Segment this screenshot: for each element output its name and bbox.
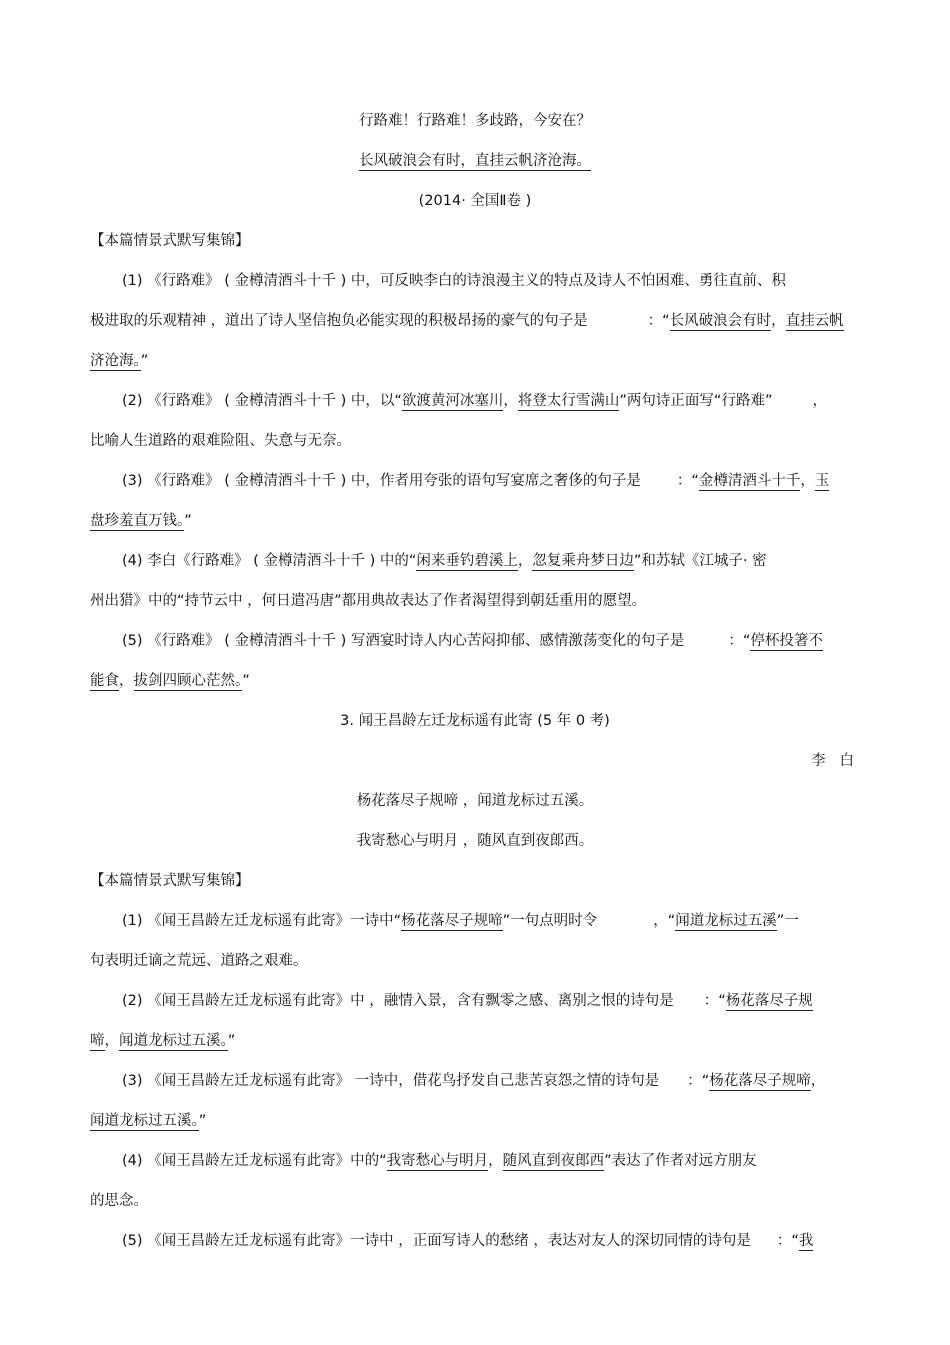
s1-q5-line1 — [122, 631, 823, 651]
poem1-source: (2014· 全国Ⅱ卷 ) — [418, 193, 532, 209]
poem1-line1: 行路难！行路难！多歧路，今安在？ — [359, 113, 591, 129]
s1-q2-comma: ， — [503, 393, 518, 409]
s2-q1-text2: ”一句点明时令 — [502, 913, 598, 929]
s1-q5-quote-close: ” — [242, 673, 250, 689]
s1-q3-answer1: 金樽清酒斗十千 — [698, 473, 801, 489]
s2-q5-quote-open: ：“ — [776, 1233, 799, 1249]
s2-q3-quote-close: ” — [198, 1113, 207, 1129]
s2-q1-answer2: 闻道龙标过五溪 — [675, 913, 777, 929]
s2-q1-line2: 句表明迁谪之荒远、道路之艰难。 — [90, 953, 308, 969]
s1-q2-line2: 比喻人生道路的艰难险阻、失意与无奈。 — [90, 433, 351, 449]
s1-q4-text: (4) 李白《行路难》 ( 金樽清酒斗十千 ) 中的“ — [122, 553, 417, 569]
s1-q5-line2 — [90, 671, 250, 691]
s1-q1-answer2b: 济沧海。 — [90, 353, 141, 369]
s2-q2-quote-close: ” — [227, 1033, 236, 1049]
s1-q1-answer2a: 直挂云帆 — [785, 313, 844, 329]
s2-q3-answer1: 杨花落尽子规啼 — [709, 1073, 811, 1089]
s1-q2-line1 — [122, 391, 827, 411]
s1-q3-comma: ， — [800, 473, 815, 489]
s1-q5-text: (5) 《行路难》 ( 金樽清酒斗十千 ) 写酒宴时诗人内心苦闷抑郁、感情激荡变化的句子是 — [122, 633, 685, 649]
s1-q1-line3 — [90, 351, 148, 371]
poem2-line1: 杨花落尽子规啼 ，闻道龙标过五溪。 — [356, 793, 594, 809]
s2-q3-line1 — [122, 1071, 825, 1091]
s1-q1-comma: ， — [771, 313, 786, 329]
s2-q2-answer1b: 啼 — [90, 1033, 105, 1049]
poem2-author: 李白 — [811, 753, 868, 769]
s2-q2-line1 — [122, 991, 813, 1011]
section1-heading: 【本篇情景式默写集锦】 — [90, 233, 250, 249]
s1-q2-answer2: 将登太行雪满山 — [517, 393, 620, 409]
s1-q5-answer2: 拔剑四顾心茫然。 — [133, 673, 243, 689]
s1-q2-comma2: ， — [812, 393, 827, 409]
s1-q1-quote-open: ：“ — [647, 313, 670, 329]
s2-q1-line1 — [122, 911, 799, 931]
s2-q2-quote-open: ：“ — [703, 993, 726, 1009]
s2-q4-text2: ”表达了作者对远方朋友 — [604, 1153, 757, 1169]
s2-q2-text: (2) 《闻王昌龄左迁龙标遥有此寄》中 ，融情入景，含有飘零之感、离别之恨的诗句是 — [122, 993, 674, 1009]
s2-q3-comma: ， — [810, 1073, 826, 1089]
s1-q2-text: (2) 《行路难》 ( 金樽清酒斗十千 ) 中，以“ — [122, 393, 402, 409]
s1-q3-answer2a: 玉 — [814, 473, 830, 489]
s2-q1-text: (1) 《闻王昌龄左迁龙标遥有此寄》一诗中“ — [122, 913, 402, 929]
s1-q4-text2: ”和苏轼《江城子· 密 — [633, 553, 767, 569]
section2-heading: 【本篇情景式默写集锦】 — [90, 873, 250, 889]
s1-q2-answer1: 欲渡黄河冰塞川 — [401, 393, 504, 409]
s2-q2-line2 — [90, 1031, 235, 1051]
s2-q4-comma: ， — [488, 1153, 503, 1169]
s1-q4-line2: 州出猎》中的“持节云中 ，何日遣冯唐”都用典故表达了作者渴望得到朝廷重用的愿望。 — [90, 593, 647, 609]
s2-q2-answer1a: 杨花落尽子规 — [725, 993, 813, 1009]
s2-q3-quote-open: ：“ — [687, 1073, 710, 1089]
s1-q1-answer1: 长风破浪会有时 — [669, 313, 772, 329]
s1-q2-text2: ”两句诗正面写“行路难” — [619, 393, 773, 409]
s1-q5-quote-open: ：“ — [728, 633, 751, 649]
poem2-line2: 我寄愁心与明月 ，随风直到夜郎西。 — [356, 833, 594, 849]
s1-q3-answer2b: 盘珍羞直万钱。 — [90, 513, 185, 529]
s2-q1-quote-open: ，“ — [653, 913, 676, 929]
s1-q3-quote-close: ” — [184, 513, 192, 529]
s2-q4-line1 — [122, 1151, 757, 1171]
s2-q4-line2: 的思念。 — [90, 1193, 148, 1209]
s1-q1-line2 — [90, 311, 844, 331]
s2-q2-comma: ， — [104, 1033, 119, 1049]
poem2-title: 3. 闻王昌龄左迁龙标遥有此寄 (5 年 0 考) — [340, 713, 610, 729]
s2-q3-answer2: 闻道龙标过五溪。 — [90, 1113, 199, 1129]
s1-q4-comma: ， — [517, 553, 533, 569]
s2-q2-answer2: 闻道龙标过五溪。 — [119, 1033, 228, 1049]
s1-q5-answer1b: 能食 — [90, 673, 119, 689]
s2-q4-answer2: 随风直到夜郎西 — [502, 1153, 605, 1169]
s2-q3-line2 — [90, 1111, 206, 1131]
s1-q4-answer2: 忽复乘舟梦日边 — [532, 553, 634, 569]
s2-q4-text: (4) 《闻王昌龄左迁龙标遥有此寄》中的“ — [122, 1153, 387, 1169]
s2-q1-answer1: 杨花落尽子规啼 — [401, 913, 503, 929]
s1-q5-answer1a: 停杯投箸不 — [750, 633, 823, 649]
s2-q4-answer1: 我寄愁心与明月 — [386, 1153, 489, 1169]
poem1-line2-text: 长风破浪会有时，直挂云帆济沧海。 — [359, 153, 591, 169]
s1-q1-quote-close: ” — [140, 353, 149, 369]
s1-q1-line1: (1) 《行路难》 ( 金樽清酒斗十千 ) 中，可反映李白的诗浪漫主义的特点及诗人不怕困难、勇往直前、积 — [122, 273, 786, 289]
s1-q5-comma: ， — [119, 673, 134, 689]
s2-q1-text3: ”一 — [776, 913, 799, 929]
s1-q4-answer1: 闲来垂钓碧溪上 — [416, 553, 518, 569]
s2-q3-text: (3) 《闻王昌龄左迁龙标遥有此寄》 一诗中，借花鸟抒发自己悲苦哀怨之情的诗句是 — [122, 1073, 660, 1089]
s1-q4-line1 — [122, 551, 767, 571]
poem1-line2 — [0, 151, 950, 171]
s2-q5-answer1: 我 — [798, 1233, 814, 1249]
s1-q1-text: 极进取的乐观精神 ，道出了诗人坚信抱负必能实现的积极昂扬的豪气的句子是 — [90, 313, 588, 329]
s1-q3-line2 — [90, 511, 192, 531]
s2-q5-line1 — [122, 1231, 813, 1251]
s1-q3-quote-open: ：“ — [676, 473, 699, 489]
s1-q3-text: (3) 《行路难》 ( 金樽清酒斗十千 ) 中，作者用夸张的语句写宴席之奢侈的句子是 — [122, 473, 641, 489]
s1-q3-line1 — [122, 471, 829, 491]
s2-q5-text: (5) 《闻王昌龄左迁龙标遥有此寄》一诗中 ，正面写诗人的愁绪 ，表达对友人的深切同情的诗句是 — [122, 1233, 751, 1249]
